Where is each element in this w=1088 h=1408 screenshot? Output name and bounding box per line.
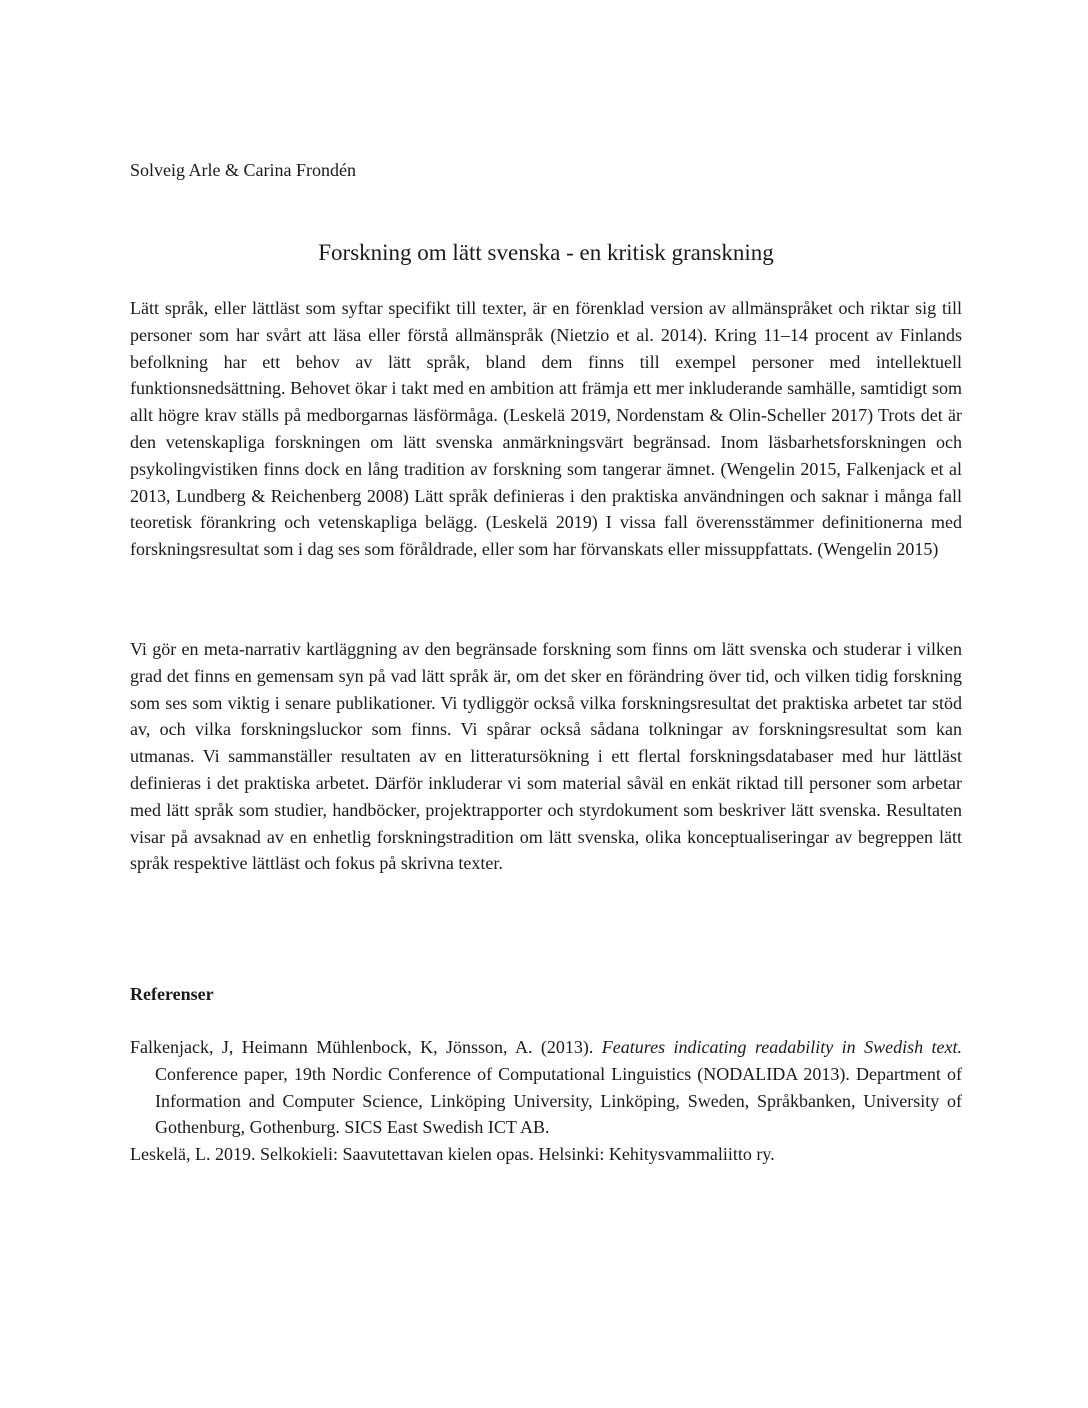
abstract-paragraph-1: Lätt språk, eller lättläst som syftar specifikt till texter, är en förenklad version av allmänspråket och riktar sig till personer som har svårt att läsa eller förstå allmänspråk (Nietzio et al. 2014). Kring 11–14 procent av Finlands befolkning har ett behov av lätt språk, bland dem finns till exempel personer med intellektuell funktionsnedsättning. Behovet ökar i takt med en ambition att främja ett mer inkluderande samhälle, samtidigt som allt högre krav ställs på medborgarnas läsförmåga. (Leskelä 2019, Nordenstam & Olin-Scheller 2017) Trots det är den vetenskapliga forskningen om lätt svenska anmärkningsvärt begränsad. Inom läsbarhetsforskningen och psykolingvistiken finns dock en lång tradition av forskning som tangerar ämnet. (Wengelin 2015, Falkenjack et al 2013, Lundberg & Reichenberg 2008) Lätt språk definieras i den praktiska användningen och saknar i många fall teoretisk förankring och vetenskapliga belägg. (Leskelä 2019) I vissa fall överensstämmer definitionerna med forskningsresultat som i dag ses som föråldrade, eller som har förvanskats eller missuppfattats. (Wengelin 2015): [130, 298, 962, 560]
abstract-paragraph-2: Vi gör en meta-narrativ kartläggning av den begränsade forskning som finns om lätt svenska och studerar i vilken grad det finns en gemensam syn på vad lätt språk är, om det sker en förändring över tid, och vilken tidig forskning som ses som viktig i senare publikationer. Vi tydliggör också vilka forskningsresultat det praktiska arbetet tar stöd av, och vilka forskningsluckor som finns. Vi spårar också sådana tolkningar av forskningsresultat som kan utmanas. Vi sammanställer resultaten av en litteratursökning i ett flertal forskningsdatabaser med hur lättläst definieras i det praktiska arbetet. Därför inkluderar vi som material såväl en enkät riktad till personer som arbetar med lätt språk som studier, handböcker, projektrapporter och styrdokument som beskriver lätt svenska. Resultaten visar på avsaknad av en enhetlig forskningstradition om lätt svenska, olika konceptualiseringar av begreppen lätt språk respektive lättläst och fokus på skrivna texter.: [130, 639, 962, 874]
reference-title: Features indicating readability in Swedish text.: [601, 1037, 962, 1057]
references-heading: Referenser: [130, 984, 214, 1004]
reference-item: [130, 1034, 962, 1141]
reference-item: [130, 1141, 962, 1168]
reference-details: Conference paper, 19th Nordic Conference of Computational Linguistics (NODALIDA 2013). Department of Information and Computer Science, Linköping University, Linköping, Sweden, Språkbanken, University of Gothenburg, Gothenburg. SICS East Swedish ICT AB.: [155, 1063, 962, 1138]
references-list: [130, 1034, 962, 1168]
document-title: Forskning om lätt svenska - en kritisk granskning: [318, 240, 774, 265]
author-line: Solveig Arle & Carina Frondén: [130, 160, 356, 180]
reference-authors: Leskelä, L. 2019. Selkokieli: Saavutettavan kielen opas. Helsinki: Kehitysvammaliitto ry.: [130, 1144, 775, 1165]
reference-authors: Falkenjack, J, Heimann Mühlenbock, K, Jönsson, A. (2013).: [130, 1037, 602, 1057]
